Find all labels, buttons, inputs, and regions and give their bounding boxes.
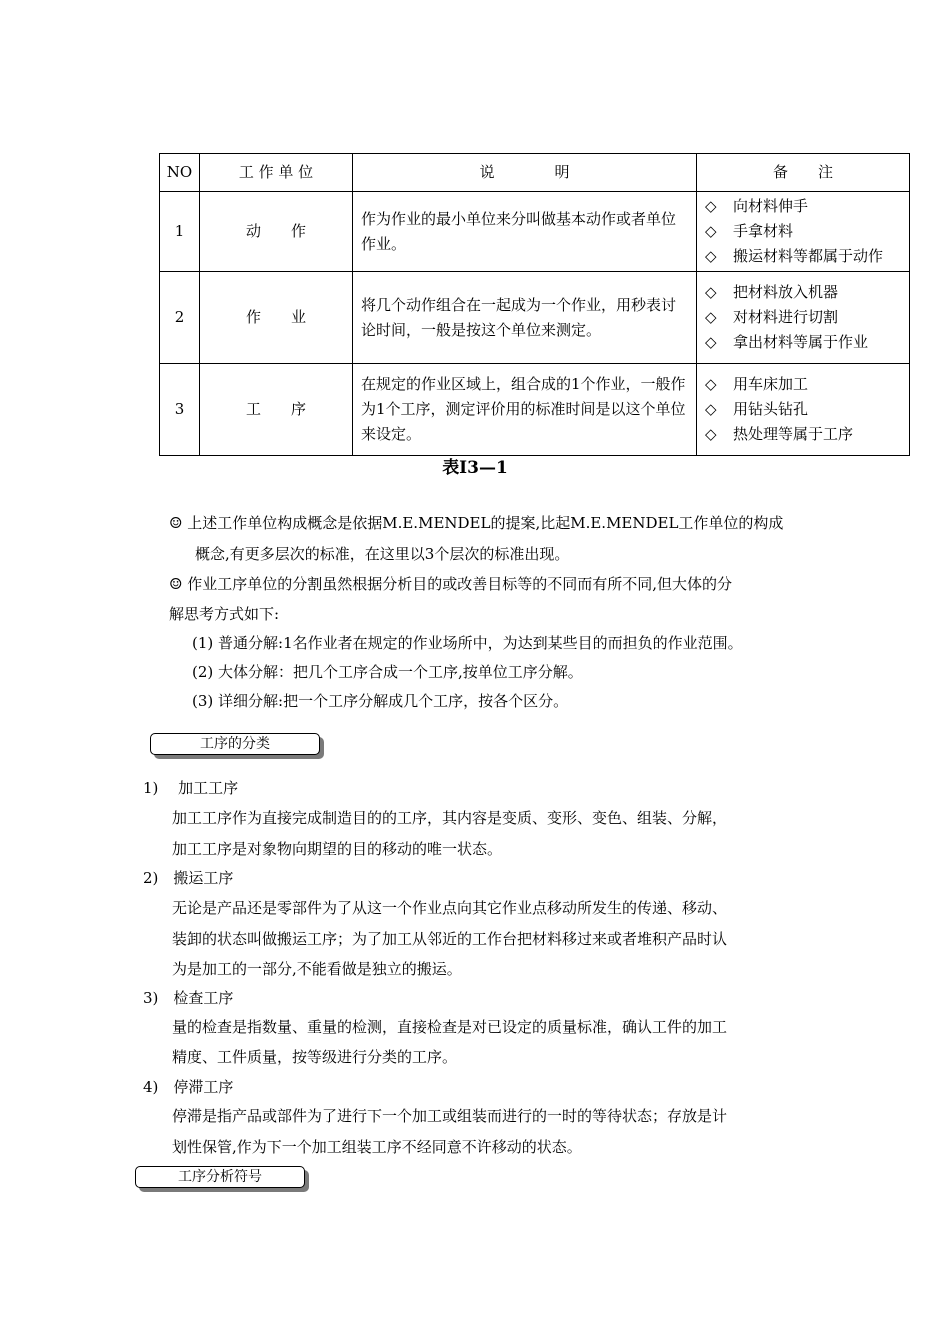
section-title-process-classification: 工序的分类 (150, 733, 320, 755)
diamond-bullet-icon: ◇ (705, 425, 717, 443)
table-row (160, 192, 910, 272)
note-item: ◇ 搬运材料等都属于动作 (705, 244, 901, 269)
row-no: 2 (160, 272, 200, 364)
note-item: ◇ 用钻头钻孔 (705, 397, 901, 422)
section-item-line: 划性保管,作为下一个加工组装工序不经同意不许移动的状态。 (172, 1138, 582, 1156)
section-item-line: 无论是产品还是零部件为了从这一个作业点向其它作业点移动所发生的传递、移动、 (172, 899, 728, 917)
header-no: NO (160, 154, 200, 192)
note-item: ◇ 拿出材料等属于作业 (705, 330, 901, 355)
section-item-line: 量的检查是指数量、重量的检测，直接检查是对已设定的质量标准，确认工件的加工 (172, 1018, 728, 1036)
section-item-heading: 1) 加工工序 (143, 779, 239, 797)
diamond-bullet-icon: ◇ (705, 400, 717, 418)
section-item-line: 加工工序作为直接完成制造目的的工序，其内容是变质、变形、变色、组装、分解， (172, 809, 728, 827)
section-item-line: 精度、工件质量，按等级进行分类的工序。 (172, 1048, 458, 1066)
table-row (160, 272, 910, 364)
diamond-bullet-icon: ◇ (705, 197, 717, 215)
section-item-line: 停滞是指产品或部件为了进行下一个加工或组装而进行的一时的等待状态；存放是计 (172, 1107, 728, 1125)
note-item: ◇ 向材料伸手 (705, 194, 901, 219)
diamond-bullet-icon: ◇ (705, 333, 717, 351)
row-notes (697, 364, 910, 456)
intro-paragraph-2-line-1: ☺ 作业工序单位的分割虽然根据分析目的或改善目标等的不同而有所不同,但大体的分 (169, 575, 733, 593)
table-caption: 表I3—1 (442, 458, 508, 478)
intro-list-item: (1) 普通分解:1名作业者在规定的作业场所中，为达到某些目的而担负的作业范围。 (192, 634, 743, 652)
note-item: ◇ 手拿材料 (705, 219, 901, 244)
diamond-bullet-icon: ◇ (705, 375, 717, 393)
row-notes (697, 192, 910, 272)
row-unit: 动 作 (200, 192, 353, 272)
note-item: ◇ 热处理等属于工序 (705, 422, 901, 447)
smiley-icon: ☺ (169, 514, 183, 532)
diamond-bullet-icon: ◇ (705, 308, 717, 326)
note-item: ◇ 把材料放入机器 (705, 280, 901, 305)
row-desc: 作为作业的最小单位来分叫做基本动作或者单位作业。 (353, 192, 697, 272)
section-item-heading: 3) 检查工序 (143, 989, 234, 1007)
section-item-line: 为是加工的一部分,不能看做是独立的搬运。 (172, 960, 462, 978)
row-desc: 在规定的作业区域上，组合成的1个作业，一般作为1个工序，测定评价用的标准时间是以这个单位来设定。 (353, 364, 697, 456)
section-title-process-symbols: 工序分析符号 (135, 1166, 305, 1188)
section-item-heading: 4) 停滞工序 (143, 1078, 234, 1096)
intro-list-item: (2) 大体分解：把几个工序合成一个工序,按单位工序分解。 (192, 663, 583, 681)
work-unit-table (159, 153, 910, 456)
row-no: 1 (160, 192, 200, 272)
row-notes (697, 272, 910, 364)
section-item-heading: 2) 搬运工序 (143, 869, 234, 887)
note-item: ◇ 用车床加工 (705, 372, 901, 397)
row-no: 3 (160, 364, 200, 456)
smiley-icon: ☺ (169, 575, 183, 593)
section-item-line: 加工工序是对象物向期望的目的移动的唯一状态。 (172, 840, 503, 858)
header-unit: 工 作 单 位 (200, 154, 353, 192)
table-row (160, 364, 910, 456)
intro-list-item: (3) 详细分解:把一个工序分解成几个工序，按各个区分。 (192, 692, 569, 710)
intro-paragraph-1-line-2: 概念,有更多层次的标准，在这里以3个层次的标准出现。 (195, 545, 570, 563)
diamond-bullet-icon: ◇ (705, 222, 717, 240)
row-unit: 工 序 (200, 364, 353, 456)
diamond-bullet-icon: ◇ (705, 247, 717, 265)
header-desc: 说 明 (353, 154, 697, 192)
table-header-row (160, 154, 910, 192)
note-item: ◇ 对材料进行切割 (705, 305, 901, 330)
intro-paragraph-2-line-2: 解思考方式如下: (169, 605, 280, 623)
row-unit: 作 业 (200, 272, 353, 364)
row-desc: 将几个动作组合在一起成为一个作业，用秒表讨论时间，一般是按这个单位来测定。 (353, 272, 697, 364)
section-item-line: 装卸的状态叫做搬运工序；为了加工从邻近的工作台把材料移过来或者堆积产品时认 (172, 930, 728, 948)
header-note: 备 注 (697, 154, 910, 192)
intro-paragraph-1-line-1: ☺ 上述工作单位构成概念是依据M.E.MENDEL的提案,比起M.E.MENDEL工作单位的构成 (169, 514, 784, 532)
diamond-bullet-icon: ◇ (705, 283, 717, 301)
